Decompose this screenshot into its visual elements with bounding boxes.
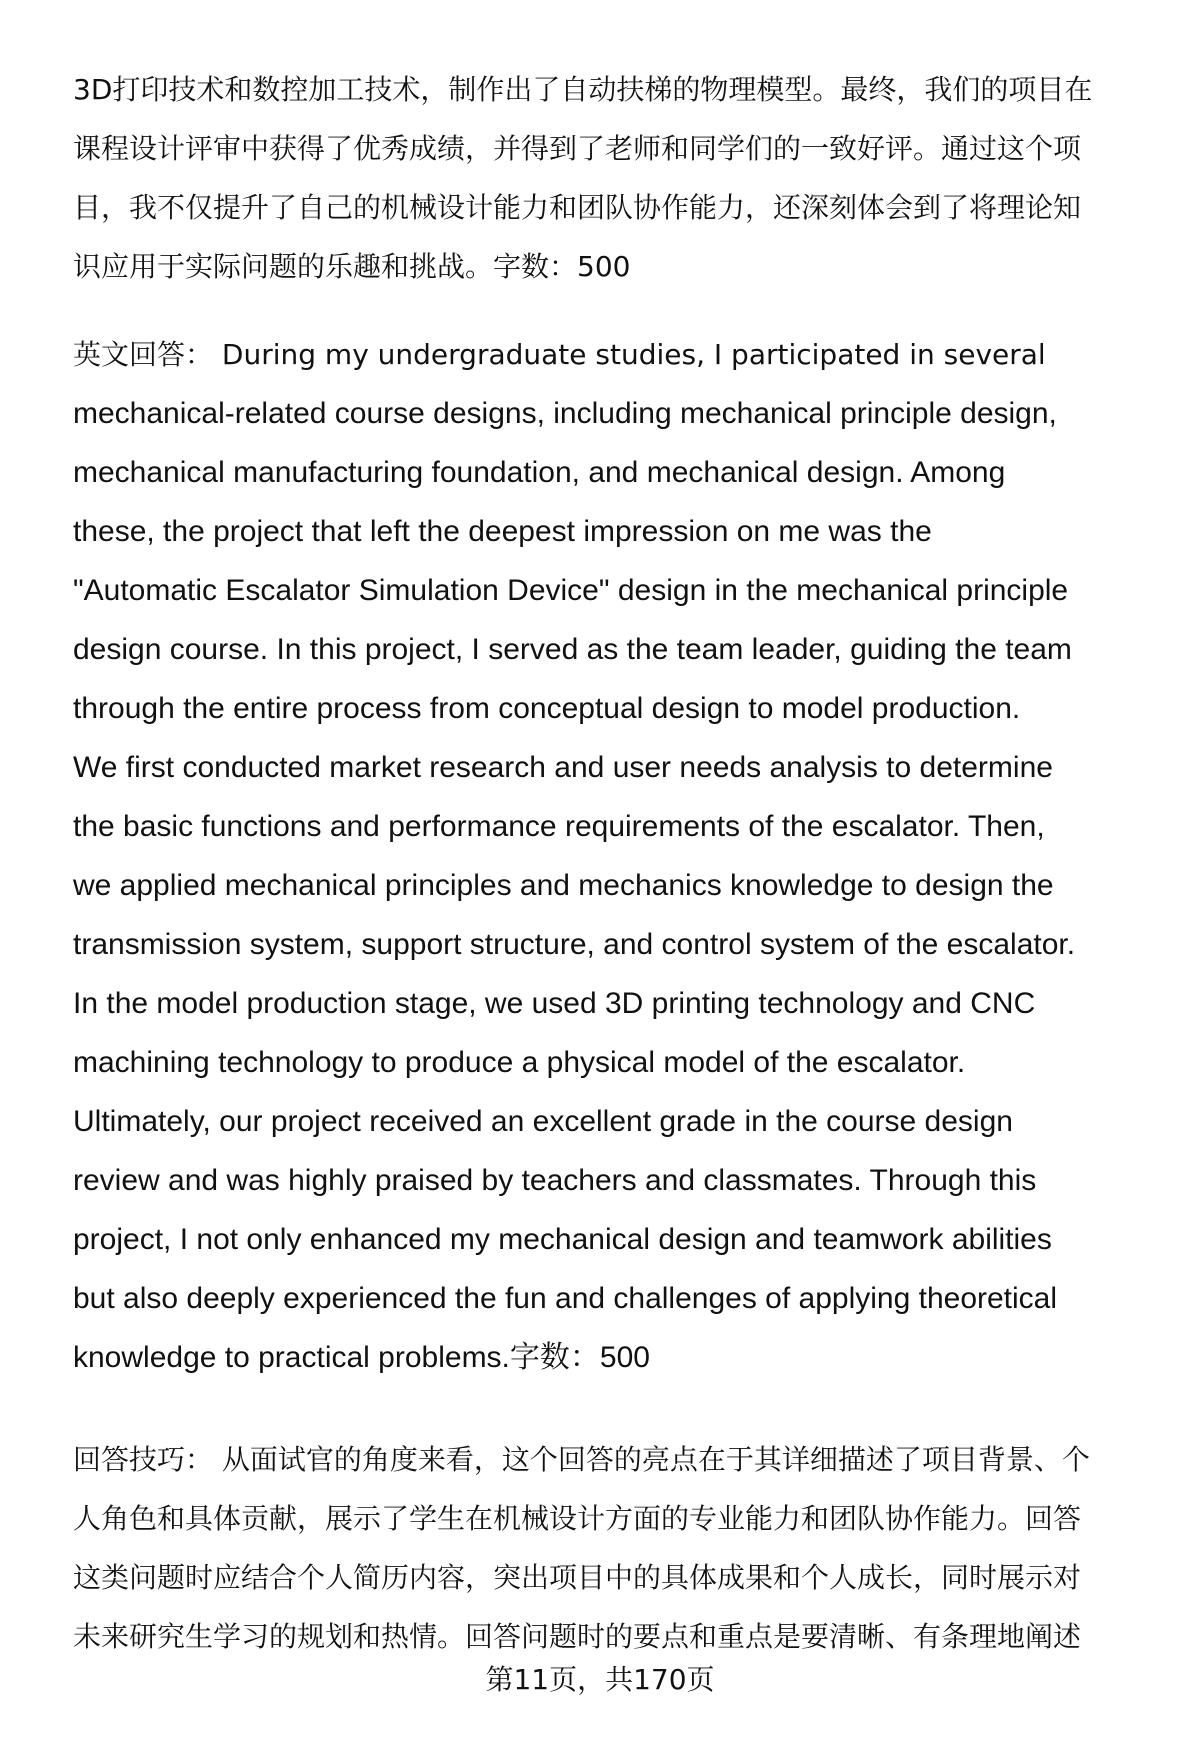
- text-line: machining technology to produce a physical model of the escalator.: [73, 1046, 966, 1079]
- text-line: mechanical-related course designs, including mechanical principle design,: [73, 397, 1057, 430]
- text-line: "Automatic Escalator Simulation Device" design in the mechanical principle: [73, 574, 1069, 607]
- text-line: mechanical manufacturing foundation, and mechanical design. Among: [73, 456, 1006, 489]
- text-line: 课程设计评审中获得了优秀成绩，并得到了老师和同学们的一致好评。通过这个项: [73, 132, 1082, 165]
- text-line: knowledge to practical problems.字数：500: [73, 1341, 650, 1374]
- page-number: 第11页，共170页: [485, 1663, 715, 1696]
- text-line: 英文回答： During my undergraduate studies, I participated in several: [73, 338, 1046, 371]
- text-line: these, the project that left the deepest impression on me was the: [73, 515, 932, 548]
- english-answer: [73, 325, 1075, 1387]
- text-line: 未来研究生学习的规划和热情。回答问题时的要点和重点是要清晰、有条理地阐述: [73, 1620, 1082, 1653]
- text-line: the basic functions and performance requirements of the escalator. Then,: [73, 810, 1045, 843]
- text-line: we applied mechanical principles and mechanics knowledge to design the: [73, 869, 1054, 902]
- text-line: design course. In this project, I served as the team leader, guiding the team: [73, 633, 1072, 666]
- text-line: We first conducted market research and user needs analysis to determine: [73, 751, 1053, 784]
- text-line: 识应用于实际问题的乐趣和挑战。字数：500: [73, 250, 631, 283]
- answer-tips: [73, 1430, 1090, 1666]
- text-line: 目，我不仅提升了自己的机械设计能力和团队协作能力，还深刻体会到了将理论知: [73, 191, 1082, 224]
- text-line: 3D打印技术和数控加工技术，制作出了自动扶梯的物理模型。最终，我们的项目在: [73, 73, 1093, 106]
- text-line: In the model production stage, we used 3D printing technology and CNC: [73, 987, 1036, 1020]
- text-line: review and was highly praised by teachers and classmates. Through this: [73, 1164, 1037, 1197]
- text-line: 人角色和具体贡献，展示了学生在机械设计方面的专业能力和团队协作能力。回答: [73, 1502, 1082, 1535]
- text-line: through the entire process from conceptual design to model production.: [73, 692, 1021, 725]
- text-line: 这类问题时应结合个人简历内容，突出项目中的具体成果和个人成长，同时展示对: [73, 1561, 1082, 1594]
- text-line: 回答技巧： 从面试官的角度来看，这个回答的亮点在于其详细描述了项目背景、个: [73, 1443, 1090, 1476]
- chinese-answer-continuation: [73, 60, 1092, 296]
- text-line: project, I not only enhanced my mechanical design and teamwork abilities: [73, 1223, 1052, 1256]
- text-line: Ultimately, our project received an excellent grade in the course design: [73, 1105, 1013, 1138]
- text-line: but also deeply experienced the fun and challenges of applying theoretical: [73, 1282, 1058, 1315]
- text-line: transmission system, support structure, and control system of the escalator.: [73, 928, 1076, 961]
